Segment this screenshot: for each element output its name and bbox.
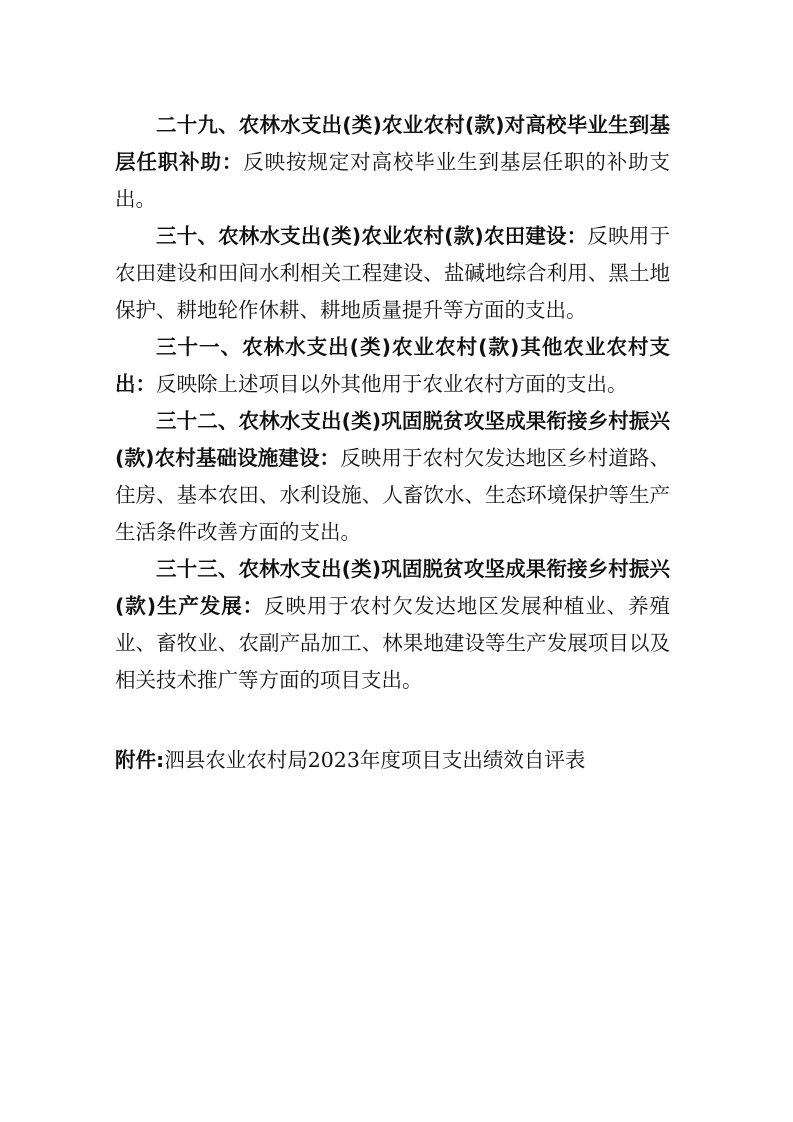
paragraph-heading: 二十九、农林水支出(类)农业农村(款)对高校毕业生到基层任职补助： — [115, 113, 670, 174]
paragraph-text: 反映用于农村欠发达地区发展种植业、养殖业、畜牧业、农副产品加工、林果地建设等生产发展项目以及相关技术推广等方面的项目支出。 — [115, 594, 670, 692]
paragraph-text: 反映除上述项目以外其他用于农业农村方面的支出。 — [156, 372, 628, 396]
paragraph-text: 反映按规定对高校毕业生到基层任职的补助支出。 — [115, 150, 671, 211]
document-body — [115, 107, 670, 699]
paragraph-31 — [115, 329, 670, 403]
paragraph-30 — [115, 218, 670, 329]
paragraph-heading: 三十三、农林水支出(类)巩固脱贫攻坚成果衔接乡村振兴(款)生产发展： — [115, 557, 670, 618]
paragraph-33 — [115, 551, 670, 699]
paragraph-heading: 三十二、农林水支出(类)巩固脱贫攻坚成果衔接乡村振兴(款)农村基础设施建设： — [115, 409, 670, 470]
paragraph-29 — [115, 107, 670, 218]
paragraph-32 — [115, 403, 670, 551]
attachment-title: 泗县农业农村局2023年度项目支出绩效自评表 — [164, 748, 586, 772]
attachment-label: 附件: — [115, 748, 165, 772]
paragraph-heading: 三十、农林水支出(类)农业农村(款)农田建设： — [156, 224, 588, 248]
paragraph-text: 反映用于农田建设和田间水利相关工程建设、盐碱地综合利用、黑土地保护、耕地轮作休耕、耕地质量提升等方面的支出。 — [115, 224, 671, 322]
paragraph-heading: 三十一、农林水支出(类)农业农村(款)其他农业农村支出： — [115, 335, 670, 396]
paragraph-text: 反映用于农村欠发达地区乡村道路、住房、基本农田、水利设施、人畜饮水、生态环境保护等生产生活条件改善方面的支出。 — [115, 446, 670, 544]
attachment-line — [115, 742, 670, 779]
